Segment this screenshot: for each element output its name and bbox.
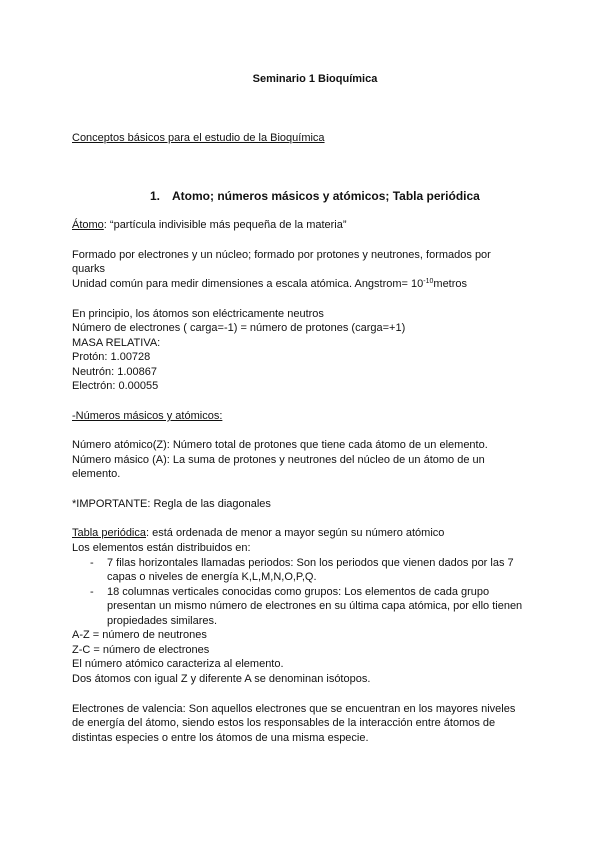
paragraph-line: Formado por electrones y un núcleo; formado por protones y neutrones, formados por [72,249,491,261]
section-title: Atomo; números másicos y atómicos; Tabla periódica [172,189,480,203]
paragraph-line: El número atómico caracteriza al elemento. [72,658,284,670]
atomo-def: : “partícula indivisible más pequeña de la materia” [103,219,347,231]
tabla-def: : está ordenada de menor a mayor según su número atómico [146,527,445,539]
tabla-definition [72,526,444,540]
paragraph-line: de energía del átomo, siendo estos los responsables de la interacción entre átomos de [72,717,496,729]
formula-line: Z-C = número de electrones [72,644,210,656]
bullet-dash: - [90,557,94,569]
paragraph-line: Dos átomos con igual Z y diferente A se denominan isótopos. [72,673,371,685]
paragraph-line: quarks [72,263,106,275]
paragraph-line: Neutrón: 1.00867 [72,366,158,378]
angstrom-text: Unidad común para medir dimensiones a escala atómica. Angstrom= 10 [72,278,424,290]
paragraph-line: Los elementos están distribuidos en: [72,542,251,554]
angstrom-exponent: -10 [423,278,434,285]
subsection-numeros: -Números másicos y atómicos: [72,410,223,422]
paragraph-line: Número atómico(Z): Número total de protones que tiene cada átomo de un elemento. [72,439,488,451]
bullet-text: 7 filas horizontales llamadas periodos: Son los periodos que vienen dados por las 7 [107,557,514,569]
section-number: 1. [150,189,161,203]
bullet-text: presentan un mismo número de electrones en su última capa atómica, por ello tienen [107,600,523,612]
paragraph-line: MASA RELATIVA: [72,337,161,349]
formula-line: A-Z = número de neutrones [72,629,207,641]
document-title: Seminario 1 Bioquímica [252,73,378,85]
atomo-label: Átomo [72,219,104,231]
paragraph-line: Electrón: 0.00055 [72,380,159,392]
tabla-label: Tabla periódica [72,527,146,539]
paragraph-line: Protón: 1.00728 [72,351,151,363]
angstrom-line [72,277,467,291]
angstrom-unit: metros [433,278,468,290]
importante-note: *IMPORTANTE: Regla de las diagonales [72,498,271,510]
paragraph-line: En principio, los átomos son eléctricamente neutros [72,308,324,320]
paragraph-line: Número másico (A): La suma de protones y neutrones del núcleo de un átomo de un [72,454,485,466]
bullet-text: propiedades similares. [107,615,218,627]
paragraph-line: elemento. [72,468,121,480]
paragraph-line: Electrones de valencia: Son aquellos electrones que se encuentran en los mayores niveles [72,703,516,715]
bullet-text: 18 columnas verticales conocidas como grupos: Los elementos de cada grupo [107,586,490,598]
document-subtitle: Conceptos básicos para el estudio de la Bioquímica [72,132,325,144]
paragraph-line: Número de electrones ( carga=-1) = número de protones (carga=+1) [72,322,406,334]
paragraph-line: distintas especies o entre los átomos de una misma especie. [72,732,369,744]
bullet-text: capas o niveles de energía K,L,M,N,O,P,Q. [107,571,317,583]
bullet-dash: - [90,586,94,598]
atomo-definition [72,218,347,232]
